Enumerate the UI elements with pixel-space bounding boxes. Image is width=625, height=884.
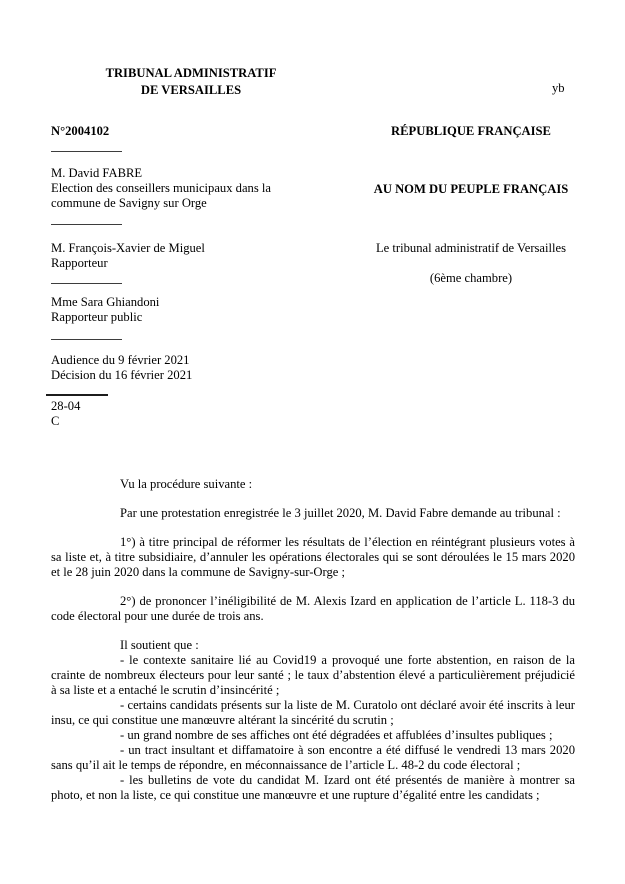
- court-name-line1: TRIBUNAL ADMINISTRATIF: [105, 66, 277, 80]
- rapporteur-title: Rapporteur: [51, 256, 108, 270]
- divider: [51, 224, 122, 225]
- divider-thick: [46, 394, 108, 396]
- classification-code: 28-04: [51, 399, 81, 413]
- body-paragraph: 1°) à titre principal de réformer les résultats de l’élection en réintégrant plusieurs votes à sa liste et, à titre subsidiaire, d’annuler les opérations électorales qui se sont déroulées le 15 mars 2020 et le 28 juin 2020 dans la commune de Savigny-sur-Orge ;: [51, 535, 575, 579]
- rapporteur-public-name: Mme Sara Ghiandoni: [51, 295, 160, 309]
- body-bullet: - les bulletins de vote du candidat M. Izard ont été présentés de manière à montrer sa photo, et non la liste, ce qui constitue une manœuvre et une rupture d’égalité entre les candidats ;: [51, 773, 575, 802]
- hearing-date: Audience du 9 février 2021: [51, 353, 190, 367]
- divider: [51, 283, 122, 284]
- body-bullet: - un grand nombre de ses affiches ont été dégradées et affublées d’insultes publiques ;: [120, 728, 553, 742]
- chamber-line: (6ème chambre): [429, 271, 513, 285]
- court-name-line2: DE VERSAILLES: [140, 83, 242, 97]
- body-bullet: - le contexte sanitaire lié au Covid19 a provoqué une forte abstention, en raison de la crainte de nombreux électeurs pour leur santé ; le taux d’abstention élevé a particulièrement préjudicié à sa liste et a entaché le scrutin d’insincérité ;: [51, 653, 575, 697]
- rapporteur-name: M. François-Xavier de Miguel: [51, 241, 205, 255]
- body-bullet: - un tract insultant et diffamatoire à son encontre a été diffusé le vendredi 13 mars 2020 sans qu’il ait le temps de répondre, en méconnaissance de l’article L. 48-2 du code électoral ;: [51, 743, 575, 772]
- rapporteur-public-title: Rapporteur public: [51, 310, 143, 324]
- case-number: N°2004102: [51, 124, 110, 138]
- body-paragraph: Par une protestation enregistrée le 3 juillet 2020, M. David Fabre demande au tribunal :: [120, 506, 561, 520]
- decision-body: [51, 477, 575, 803]
- petitioner-block: [51, 166, 331, 211]
- hearing-block: [51, 353, 331, 383]
- rapporteur-block: [51, 241, 331, 271]
- tribunal-line: Le tribunal administratif de Versailles: [375, 241, 567, 255]
- petitioner-matter-line1: Election des conseillers municipaux dans la: [51, 181, 271, 195]
- clerk-initials: yb: [552, 81, 565, 95]
- petitioner-name: M. David FABRE: [51, 166, 143, 180]
- rapporteur-public-block: [51, 295, 331, 325]
- petitioner-matter-line2: commune de Savigny sur Orge: [51, 196, 207, 210]
- decision-date: Décision du 16 février 2021: [51, 368, 193, 382]
- body-paragraph: 2°) de prononcer l’inéligibilité de M. Alexis Izard en application de l’article L. 118-3 du code électoral pour une durée de trois ans.: [51, 594, 575, 623]
- divider: [51, 339, 122, 340]
- republic-title: RÉPUBLIQUE FRANÇAISE: [391, 124, 551, 138]
- court-name: [51, 65, 331, 99]
- body-bullet: - certains candidats présents sur la liste de M. Curatolo ont déclaré avoir été inscrits à leur insu, ce qui constitue une manœuvre altérant la sincérité du scrutin ;: [51, 698, 575, 727]
- body-paragraph: Vu la procédure suivante :: [120, 477, 253, 491]
- body-paragraph: Il soutient que :: [120, 638, 199, 652]
- in-the-name-of-the-people: AU NOM DU PEUPLE FRANÇAIS: [373, 182, 569, 196]
- divider: [51, 151, 122, 152]
- classification-letter: C: [51, 414, 60, 428]
